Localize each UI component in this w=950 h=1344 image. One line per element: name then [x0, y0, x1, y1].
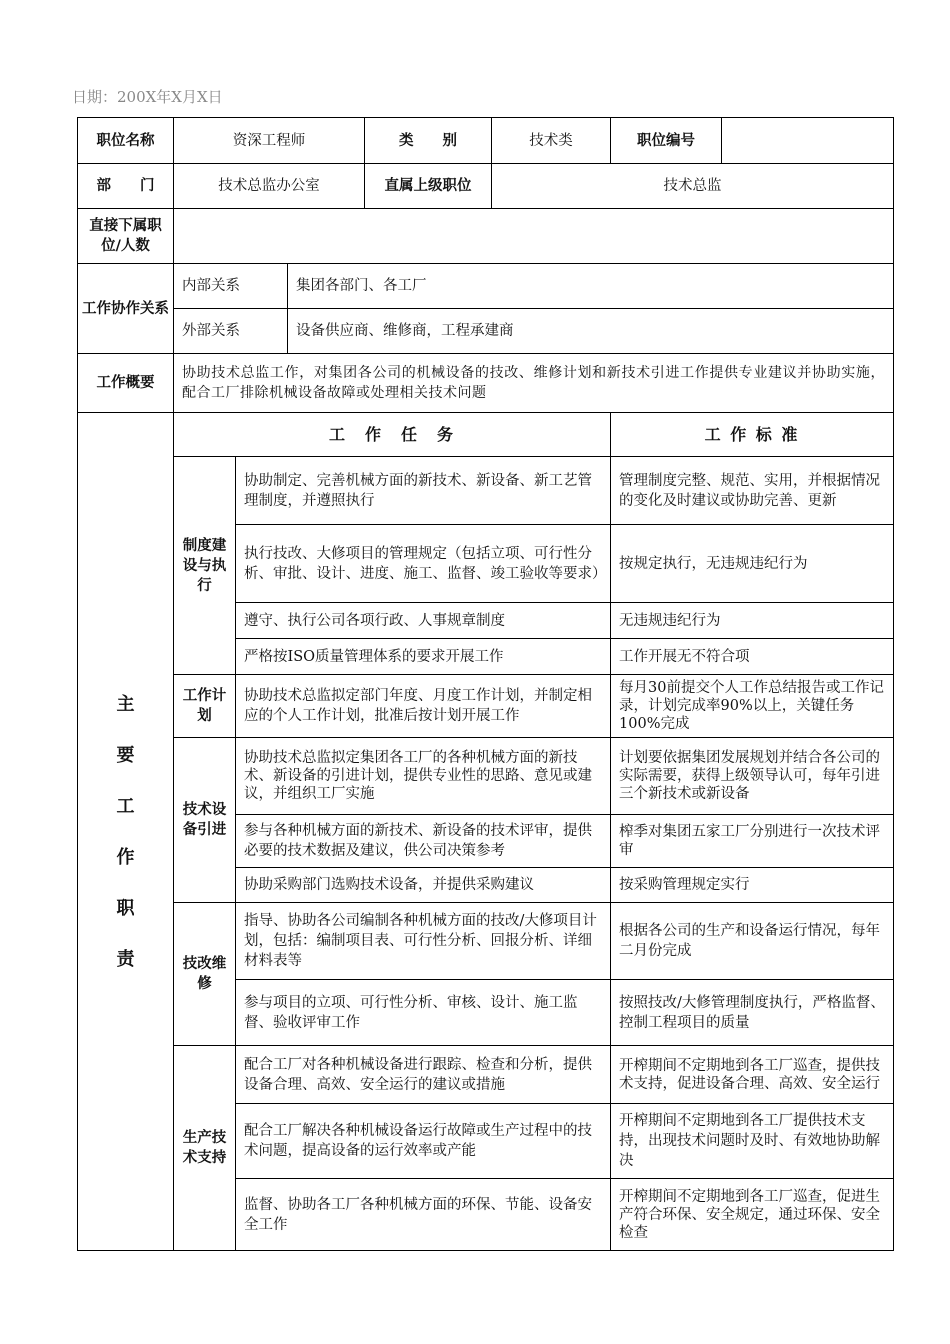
duty-task: 遵守、执行公司各项行政、人事规章制度: [236, 603, 611, 639]
superior-label: 直属上级职位: [365, 164, 492, 209]
duty-standard: 根据各公司的生产和设备运行情况，每年二月份完成: [611, 903, 894, 980]
duties-label-char: 主: [116, 693, 135, 715]
duties-label-char: 要: [116, 744, 135, 766]
duty-standard: 按采购管理规定实行: [611, 868, 894, 903]
duty-category: 技术设备引进: [174, 738, 236, 903]
category-label: 类 别: [365, 118, 492, 164]
position-name-value: 资深工程师: [174, 118, 365, 164]
duty-standard: 计划要依据集团发展规划并结合各公司的实际需要，获得上级领导认可，每年引进三个新技术或新设备: [611, 738, 894, 815]
duty-standard: 开榨期间不定期地到各工厂提供技术支持，出现技术问题时及时、有效地协助解决: [611, 1104, 894, 1179]
duties-section-label: [78, 413, 174, 1251]
standard-header: 工 作 标 准: [611, 413, 894, 457]
duty-task: 参与各种机械方面的新技术、新设备的技术评审，提供必要的技术数据及建议，供公司决策参考: [236, 815, 611, 868]
duty-task: 严格按ISO质量管理体系的要求开展工作: [236, 639, 611, 675]
duty-category: 技改维修: [174, 903, 236, 1046]
summary-text: 协助技术总监工作，对集团各公司的机械设备的技改、维修计划和新技术引进工作提供专业建议并协助实施，配合工厂排除机械设备故障或处理相关技术问题: [174, 354, 894, 413]
duty-category: 制度建设与执行: [174, 457, 236, 675]
external-relations-value: 设备供应商、维修商，工程承建商: [288, 309, 894, 354]
duty-task: 指导、协助各公司编制各种机械方面的技改/大修项目计划，包括：编制项目表、可行性分析、回报分析、详细材料表等: [236, 903, 611, 980]
duty-task: 参与项目的立项、可行性分析、审核、设计、施工监督、验收评审工作: [236, 980, 611, 1046]
duties-label-char: 工: [116, 795, 135, 817]
internal-relations-value: 集团各部门、各工厂: [288, 264, 894, 309]
duty-category: 生产技术支持: [174, 1046, 236, 1251]
duties-label-char: 作: [116, 846, 135, 868]
duty-standard: 开榨期间不定期地到各工厂巡查，促进生产符合环保、安全规定，通过环保、安全检查: [611, 1179, 894, 1251]
superior-value: 技术总监: [492, 164, 894, 209]
duty-task: 协助采购部门选购技术设备，并提供采购建议: [236, 868, 611, 903]
duty-category: 工作计划: [174, 675, 236, 738]
category-value: 技术类: [492, 118, 611, 164]
duty-task: 协助技术总监拟定集团各工厂的各种机械方面的新技术、新设备的引进计划，提供专业性的思路、意见或建议，并组织工厂实施: [236, 738, 611, 815]
summary-label: 工作概要: [78, 354, 174, 413]
duty-task: 配合工厂对各种机械设备进行跟踪、检查和分析，提供设备合理、高效、安全运行的建议或措施: [236, 1046, 611, 1104]
duty-standard: 无违规违纪行为: [611, 603, 894, 639]
duties-label-char: 责: [116, 948, 135, 970]
subordinates-label: 直接下属职位/人数: [78, 209, 174, 264]
relations-label: 工作协作关系: [78, 264, 174, 354]
position-code-value: [722, 118, 894, 164]
date-line: 日期：200X年X月X日: [72, 88, 223, 106]
department-value: 技术总监办公室: [174, 164, 365, 209]
duty-standard: 每月30前提交个人工作总结报告或工作记录，计划完成率90%以上，关键任务100%完成: [611, 675, 894, 738]
job-description-table: [77, 117, 894, 1251]
task-header: 工 作 任 务: [174, 413, 611, 457]
duty-standard: 管理制度完整、规范、实用，并根据情况的变化及时建议或协助完善、更新: [611, 457, 894, 525]
internal-relations-label: 内部关系: [174, 264, 288, 309]
duty-standard: 按照技改/大修管理制度执行，严格监督、控制工程项目的质量: [611, 980, 894, 1046]
duty-task: 监督、协助各工厂各种机械方面的环保、节能、设备安全工作: [236, 1179, 611, 1251]
duty-standard: 开榨期间不定期地到各工厂巡查，提供技术支持，促进设备合理、高效、安全运行: [611, 1046, 894, 1104]
duties-label-char: 职: [116, 897, 135, 919]
duty-standard: 榨季对集团五家工厂分别进行一次技术评审: [611, 815, 894, 868]
duty-standard: 按规定执行，无违规违纪行为: [611, 525, 894, 603]
duty-standard: 工作开展无不符合项: [611, 639, 894, 675]
subordinates-value: [174, 209, 894, 264]
external-relations-label: 外部关系: [174, 309, 288, 354]
position-name-label: 职位名称: [78, 118, 174, 164]
duty-task: 协助技术总监拟定部门年度、月度工作计划，并制定相应的个人工作计划，批准后按计划开展工作: [236, 675, 611, 738]
duty-task: 执行技改、大修项目的管理规定（包括立项、可行性分析、审批、设计、进度、施工、监督、竣工验收等要求）: [236, 525, 611, 603]
duty-task: 配合工厂解决各种机械设备运行故障或生产过程中的技术问题，提高设备的运行效率或产能: [236, 1104, 611, 1179]
department-label: 部 门: [78, 164, 174, 209]
position-code-label: 职位编号: [611, 118, 722, 164]
duty-task: 协助制定、完善机械方面的新技术、新设备、新工艺管理制度，并遵照执行: [236, 457, 611, 525]
